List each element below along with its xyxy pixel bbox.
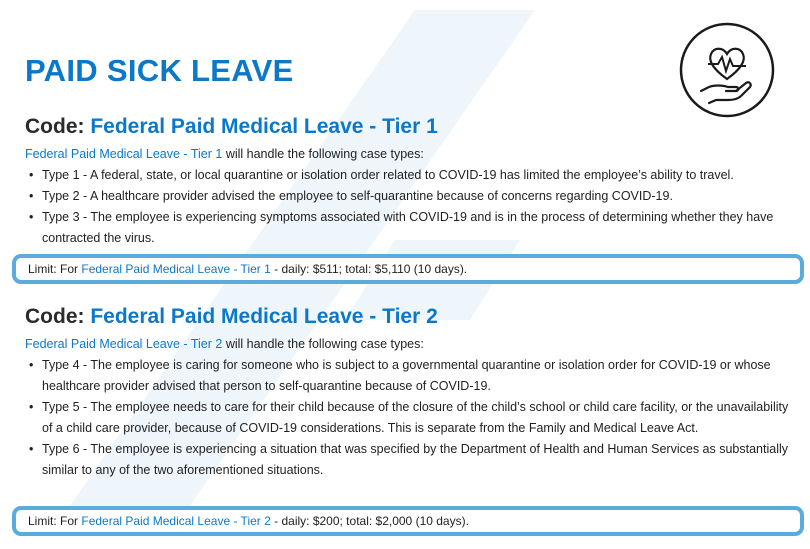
tier1-code-name: Federal Paid Medical Leave - Tier 1 <box>90 115 438 138</box>
tier2-code-heading <box>25 303 800 331</box>
tier1-type-list <box>25 165 800 249</box>
tier2-type-list <box>25 355 800 481</box>
tier1-code-heading <box>25 113 800 141</box>
tier2-code-name: Federal Paid Medical Leave - Tier 2 <box>90 305 438 328</box>
list-item: • Type 4 - The employee is caring for someone who is subject to a governmental quarantine or isolation order for COVID-19 or whose healthcare provider advised that person to self-quarantine because of COVID-19. <box>25 355 800 397</box>
tier2-limit-link[interactable]: Federal Paid Medical Leave - Tier 2 <box>81 514 271 528</box>
list-item: • Type 2 - A healthcare provider advised the employee to self-quarantine because of concerns regarding COVID-19. <box>25 186 800 207</box>
limit-prefix: Limit: For <box>28 514 79 528</box>
tier1-limit-box <box>12 254 804 284</box>
code-label: Code: <box>25 115 85 138</box>
page-title: PAID SICK LEAVE <box>25 53 294 88</box>
list-item: • Type 1 - A federal, state, or local quarantine or isolation order related to COVID-19 has limited the employee’s ability to travel. <box>25 165 800 186</box>
list-item: • Type 3 - The employee is experiencing symptoms associated with COVID-19 and is in the process of determining whether they have contracted the virus. <box>25 207 800 249</box>
tier2-intro <box>25 336 800 353</box>
code-label: Code: <box>25 305 85 328</box>
tier2-intro-text: will handle the following case types: <box>225 337 424 351</box>
tier1-section <box>25 113 800 249</box>
list-item: • Type 6 - The employee is experiencing a situation that was specified by the Department of Health and Human Services as substantially similar to any of the two aforementioned situations. <box>25 439 800 481</box>
limit-prefix: Limit: For <box>28 262 79 276</box>
tier1-intro-link[interactable]: Federal Paid Medical Leave - Tier 1 <box>25 147 223 161</box>
tier2-intro-link[interactable]: Federal Paid Medical Leave - Tier 2 <box>25 337 223 351</box>
tier1-intro-text: will handle the following case types: <box>225 147 424 161</box>
tier2-section <box>25 303 800 481</box>
tier1-limit-link[interactable]: Federal Paid Medical Leave - Tier 1 <box>81 262 271 276</box>
heart-in-hand-icon <box>678 21 776 119</box>
tier1-intro <box>25 146 800 163</box>
list-item: • Type 5 - The employee needs to care for their child because of the closure of the child’s school or child care facility, or the unavailability of a child care provider, because of COVID-19 considerations. This is separate from the Family and Medical Leave Act. <box>25 397 800 439</box>
limit-suffix: - daily: $511; total: $5,110 (10 days). <box>274 262 468 276</box>
tier2-limit-box <box>12 506 804 536</box>
limit-suffix: - daily: $200; total: $2,000 (10 days). <box>274 514 469 528</box>
